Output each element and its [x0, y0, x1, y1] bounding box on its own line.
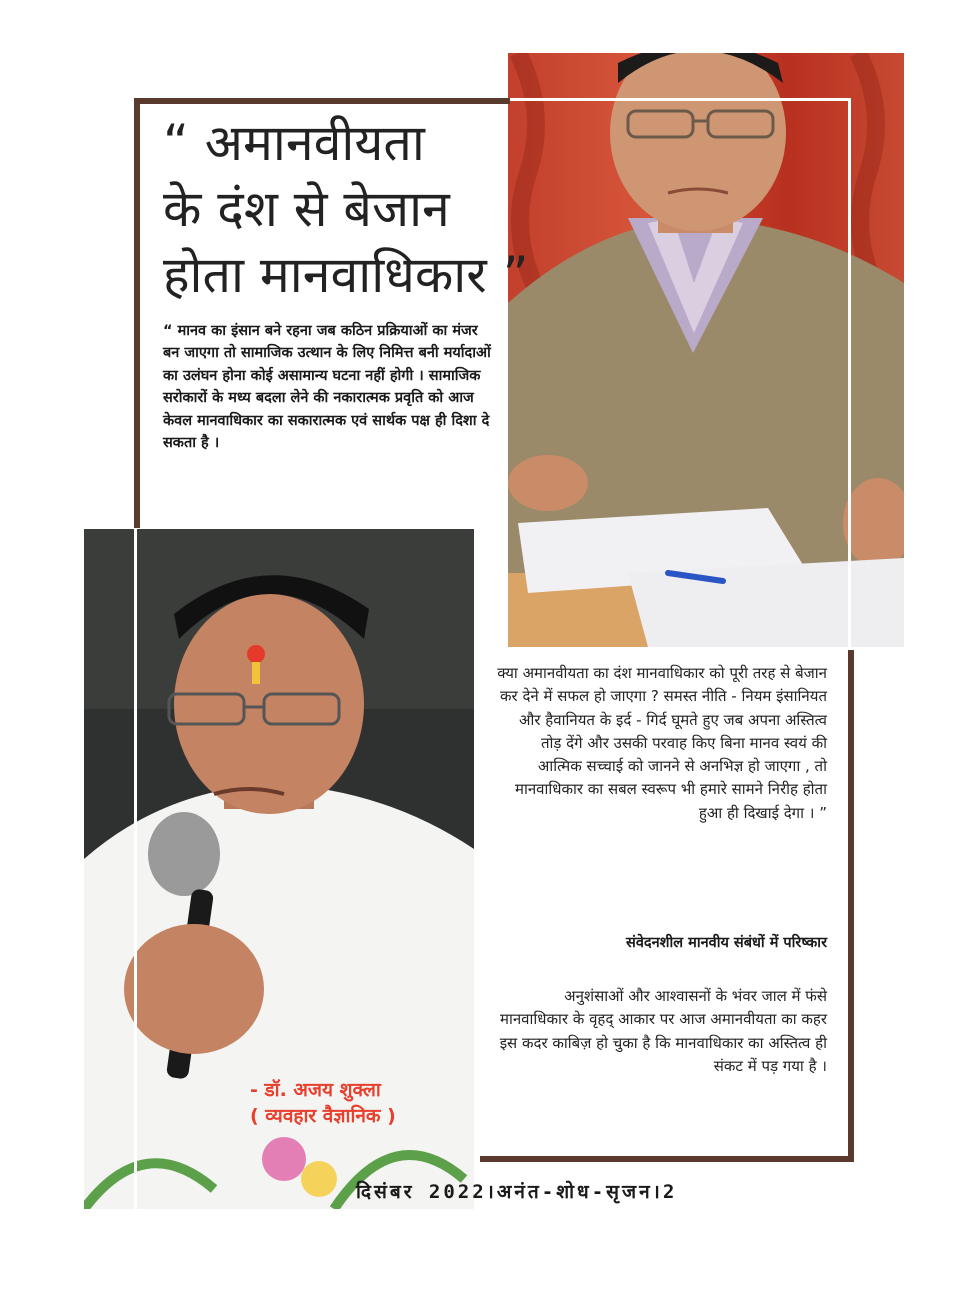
white-frame-line-right — [848, 98, 851, 650]
body-paragraph-1: क्या अमानवीयता का दंश मानवाधिकार को पूरी तरह से बेजान कर देने में सफल हो जाएगा ? समस्त नीति - नियम इंसानियत और हैवानियत के इर्द - गिर्द घूमते हुए जब अपना अस्तित्व तोड़ देंगे और उसकी परवाह किए बिना मानव स्वयं की आत्मिक सच्चाई को जानने से अनभिज्ञ हो जाएगा , तो मानवाधिकार का सबल स्वरूप भी हमारे सामने निरीह होता हुआ ही दिखाई देगा । ” — [497, 664, 827, 822]
article-title — [163, 110, 643, 308]
pull-quote-paragraph: “ मानव का इंसान बने रहना जब कठिन प्रक्रियाओं का मंजर बन जाएगा तो सामाजिक उत्थान के लिए निमित्त बनी मर्यादाओं का उलंघन होना कोई असामान्य घटना नहीं होगी । सामाजिक सरोकारों के मध्य बदला लेने की नकारात्मक प्रवृति को आज केवल मानवाधिकार का सकारात्मक एवं सार्थक पक्ष ही दिशा दे सकता है । — [163, 323, 491, 452]
page-footer: दिसंबर 2022।अनंत-शोध-सृजन।2 — [356, 1181, 678, 1203]
section-subheading: संवेदनशील मानवीय संबंधों में परिष्कार — [626, 935, 827, 951]
frame-line-bottom — [480, 1156, 854, 1162]
title-line-3: होता मानवाधिकार ” — [163, 246, 529, 304]
frame-line-top — [134, 98, 510, 104]
white-frame-line-left — [134, 529, 137, 1209]
body-paragraph-2: अनुशंसाओं और आश्वासनों के भंवर जाल में फंसे मानवाधिकार के वृहद् आकार पर आज अमानवीयता का कहर इस कदर काबिज़ हो चुका है कि मानवाधिकार का अस्तित्व ही संकट में पड़ गया है । — [499, 987, 827, 1075]
frame-line-right — [848, 650, 854, 1162]
white-frame-line-top — [505, 98, 850, 101]
frame-line-left — [134, 98, 140, 528]
title-line-1: “ अमानवीयता — [163, 114, 425, 172]
author-role-caption: ( व्यवहार वैज्ञानिक ) — [250, 1105, 396, 1127]
title-line-2: के दंश से बेजान — [163, 180, 450, 238]
author-name-caption: - डॉ. अजय शुक्ला — [250, 1079, 381, 1101]
